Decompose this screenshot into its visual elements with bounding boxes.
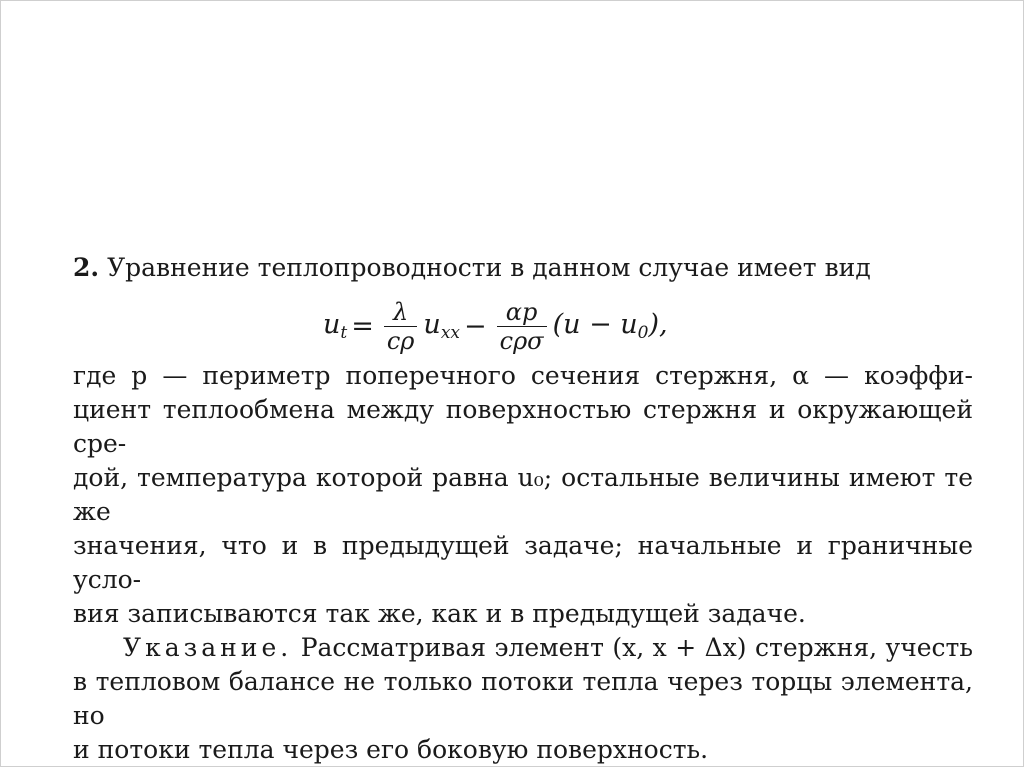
body-line-1: где p — периметр поперечного сечения стержня, α — коэффи-: [73, 361, 973, 390]
formula-fraction-1: [384, 298, 418, 355]
body-line-5: вия записываются так же, как и в предыдущей задаче.: [73, 599, 806, 628]
fraction-1-denominator: cρ: [384, 326, 418, 355]
problem-number: 2.: [73, 253, 100, 282]
hint-line-3: и потоки тепла через его боковую поверхность.: [73, 735, 709, 764]
fraction-2-numerator: αp: [505, 297, 538, 326]
hint-text-1: Рассматривая элемент (x, x + Δx) стержня, учесть: [300, 633, 973, 662]
fraction-1-numerator: λ: [393, 297, 409, 326]
formula-fraction-2: [497, 298, 547, 355]
fraction-2-denominator: cρσ: [497, 326, 547, 355]
formula-minus: −: [464, 310, 487, 342]
formula-parenthetical: $(u - u_0)$,: [552, 309, 668, 343]
heat-equation-formula: [323, 291, 668, 361]
formula-term-uxx: $u_{xx}$: [423, 309, 460, 343]
formula-lhs: $u_t$: [323, 309, 348, 343]
body-line-4: значения, что и в предыдущей задаче; начальные и граничные усло-: [73, 531, 973, 594]
hint-line-1: [73, 631, 973, 665]
hint-label: Указание.: [123, 633, 293, 662]
problem-heading: [73, 251, 973, 285]
body-line-2: циент теплообмена между поверхностью стержня и окружающей сре-: [73, 395, 973, 458]
formula-equals: =: [351, 310, 374, 342]
heading-text: Уравнение теплопроводности в данном случае имеет вид: [107, 253, 871, 282]
hint-line-2: в тепловом балансе не только потоки тепла через торцы элемента, но: [73, 667, 973, 730]
body-line-3: дой, температура которой равна u₀; остальные величины имеют те же: [73, 463, 973, 526]
